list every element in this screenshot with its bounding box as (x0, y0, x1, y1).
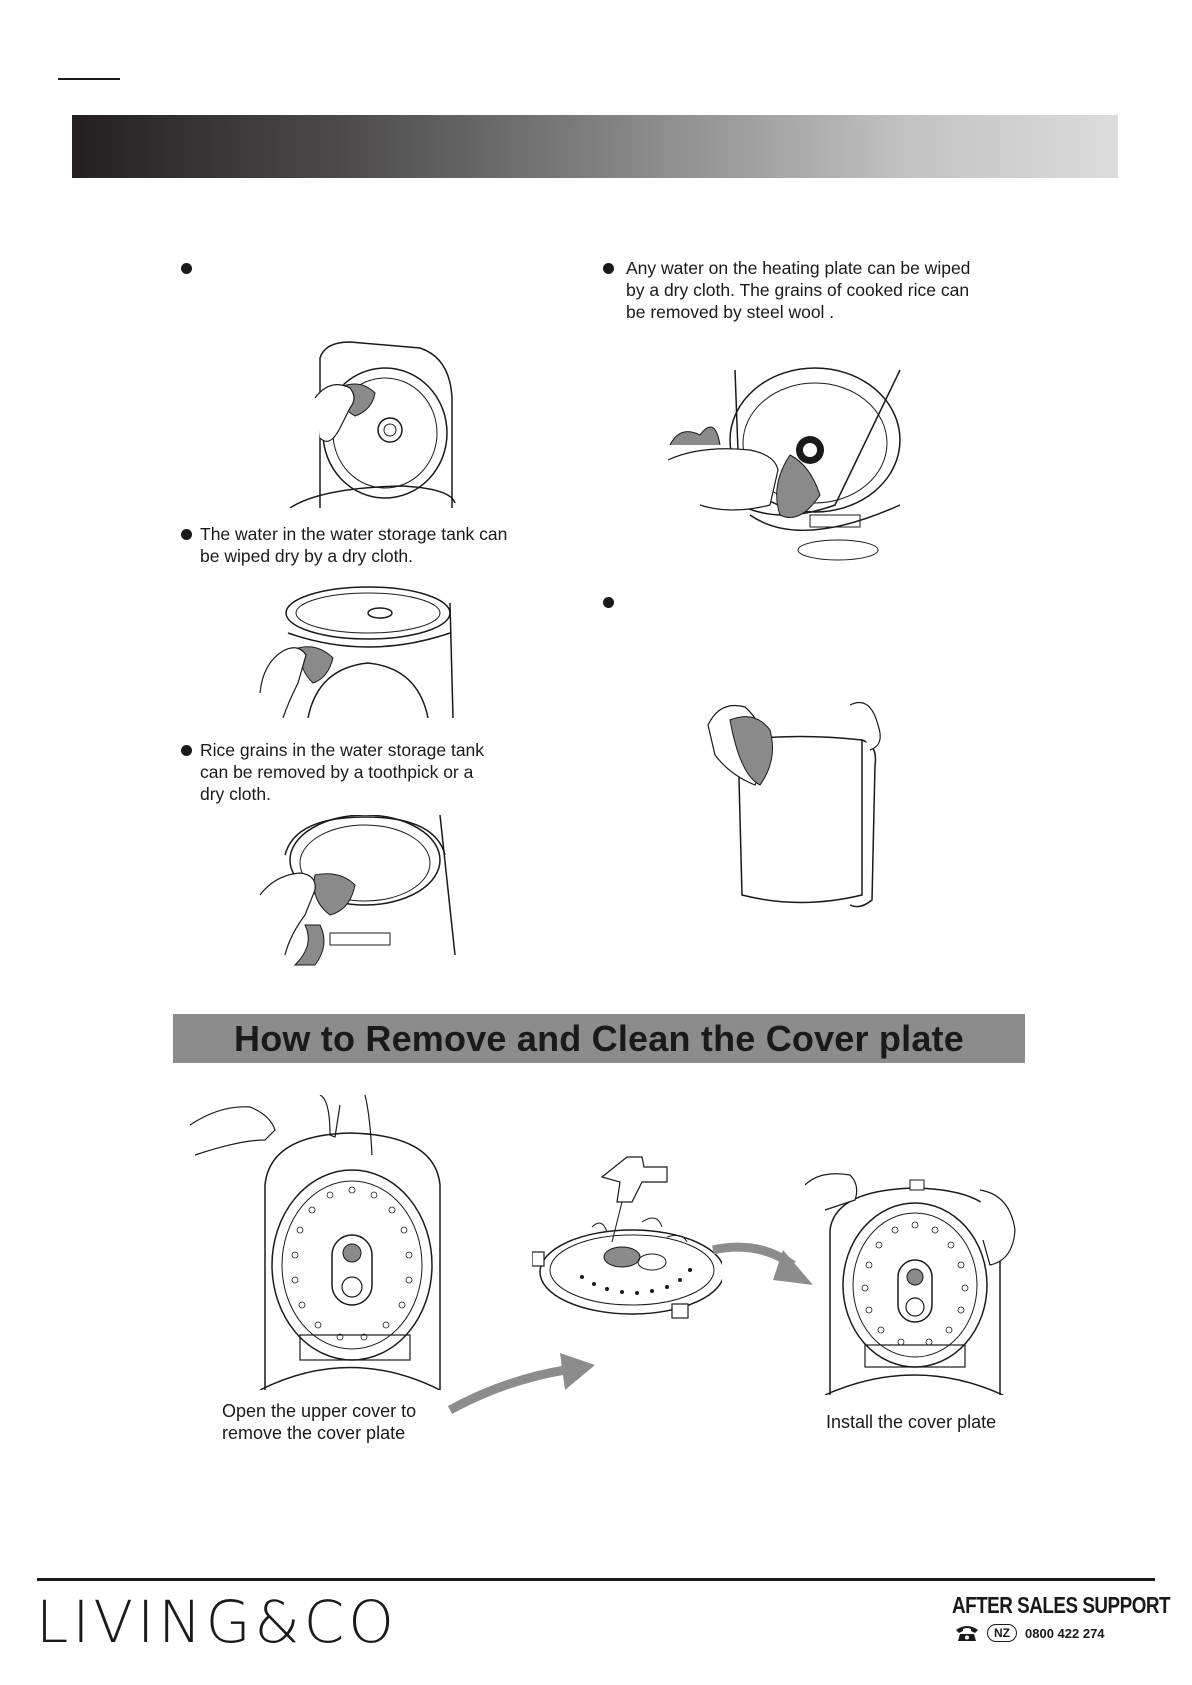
support-phone-row (955, 1624, 1105, 1642)
wipe-inner-lid-illustration (280, 338, 460, 508)
bullet-icon (603, 597, 614, 608)
step-arrow-icon (445, 1345, 600, 1415)
bullet-icon (603, 263, 614, 274)
cover-plate-section-header (173, 1014, 1025, 1063)
step-arrow-icon (708, 1235, 818, 1295)
instruction-right-1: Any water on the heating plate can be wiped by a dry cloth. The grains of cooked rice can be removed by steel wool . (626, 258, 971, 322)
rinse-cover-plate-illustration (532, 1152, 722, 1322)
section-title: How to Remove and Clean the Cover plate (234, 1017, 964, 1059)
wipe-inner-pot-illustration (700, 695, 900, 915)
install-cover-plate-illustration (805, 1170, 1020, 1395)
bullet-icon (181, 745, 192, 756)
wipe-water-tank-illustration (258, 583, 458, 718)
bullet-icon (181, 529, 192, 540)
wipe-heating-plate-illustration (660, 365, 905, 565)
telephone-icon (955, 1624, 979, 1642)
support-phone-number[interactable]: 0800 422 274 (1025, 1625, 1105, 1641)
country-badge: NZ (987, 1624, 1017, 1642)
open-cover-plate-illustration (190, 1095, 460, 1390)
brand-logo: LIVING&CO (36, 1588, 398, 1656)
instruction-left-3: Rice grains in the water storage tank can be removed by a toothpick or a dry cloth. (200, 740, 485, 804)
header-gradient-band (72, 115, 1118, 178)
open-cover-caption: Open the upper cover to remove the cover plate (222, 1401, 417, 1443)
instruction-left-2: The water in the water storage tank can be wiped dry by a dry cloth. (200, 524, 508, 566)
install-cover-caption: Install the cover plate (826, 1412, 997, 1432)
top-left-rule (58, 78, 120, 80)
after-sales-support-title: AFTER SALES SUPPORT (952, 1592, 1171, 1618)
footer-rule (37, 1578, 1155, 1581)
remove-rice-grains-illustration (255, 815, 470, 970)
bullet-icon (181, 263, 192, 274)
